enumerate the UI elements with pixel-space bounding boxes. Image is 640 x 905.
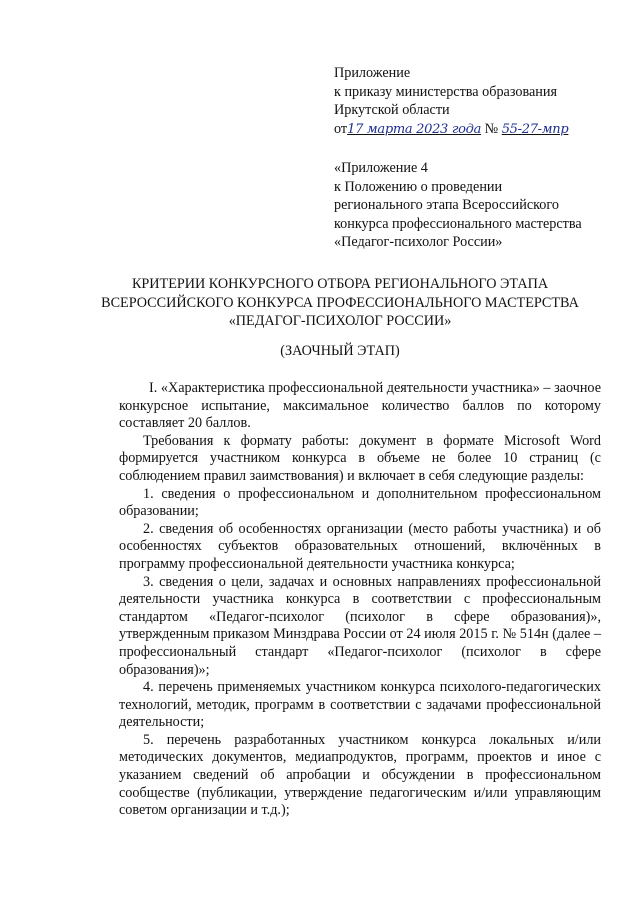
stage-subtitle: (ЗАОЧНЫЙ ЭТАП) [280,343,400,359]
list-item-3: 3. сведения о цели, задачах и основных направлениях профессиональной деятельности участника конкурса в соответствии с профессиональным стандартом «Педагог-психолог (психолог в сфере образования)», утвержденным приказом Минздрава России от 24 июля 2015 г. № 514н (далее – профессиональный стандарт «Педагог-психолог (психолог в сфере образования)»; [119,573,601,678]
list-item-1: 1. сведения о профессиональном и дополнительном профессиональном образовании; [119,485,601,520]
paragraph-format-requirements: Требования к формату работы: документ в формате Microsoft Word формируется участником конкурса в объеме не более 10 страниц (с соблюдением правил заимствования) и включает в себя следующие разделы: [119,432,601,484]
order-date-line [334,120,624,140]
document-title [60,275,620,331]
contest-name: «Педагог-психолог России» [334,234,503,250]
regulation-reference: к Положению о проведении [334,178,503,195]
appendix-4-label: «Приложение 4 [334,160,428,176]
appendix-label: Приложение [334,65,411,81]
handwritten-number: 55-27-мпр [501,121,569,137]
date-prefix: от [334,120,348,137]
list-item-5: 5. перечень разработанных участником конкурса локальных и/или методических документов, медиапродуктов, программ, проектов и иное с указанием сведений об апробации и обсуждении в профессиональном сообществе (публикации, утверждение педагогическим и/или управляющим советом организации и т.д.); [119,731,601,819]
region-name: Иркутской области [334,102,450,118]
list-item-2: 2. сведения об особенностях организации (место работы участника) и об особенностях субъектов образовательных отношений, включённых в программу профессиональной деятельности участника конкурса; [119,520,601,572]
title-line-3: «ПЕДАГОГ-ПСИХОЛОГ РОССИИ» [228,313,452,329]
handwritten-date: 17 марта 2023 года [347,121,482,137]
appendix-header [334,64,624,252]
paragraph-section-1: I. «Характеристика профессиональной деятельности участника» – заочное конкурсное испытание, максимальное количество баллов по которому составляет 20 баллов. [119,380,601,432]
number-sign: № [484,120,499,137]
regional-stage: регионального этапа Всероссийского [334,197,559,213]
title-line-2: ВСЕРОССИЙСКОГО КОНКУРСА ПРОФЕССИОНАЛЬНОГО МАСТЕРСТВА [101,294,579,311]
contest-label: конкурса профессионального мастерства [334,215,582,232]
title-line-1: КРИТЕРИИ КОНКУРСНОГО ОТБОРА РЕГИОНАЛЬНОГО ЭТАПА [131,276,549,292]
document-body [119,380,601,820]
list-item-4: 4. перечень применяемых участником конкурса психолого-педагогических технологий, методик, программ в соответствии с задачами профессиональной деятельности; [119,679,601,731]
order-reference: к приказу министерства образования [334,83,557,100]
